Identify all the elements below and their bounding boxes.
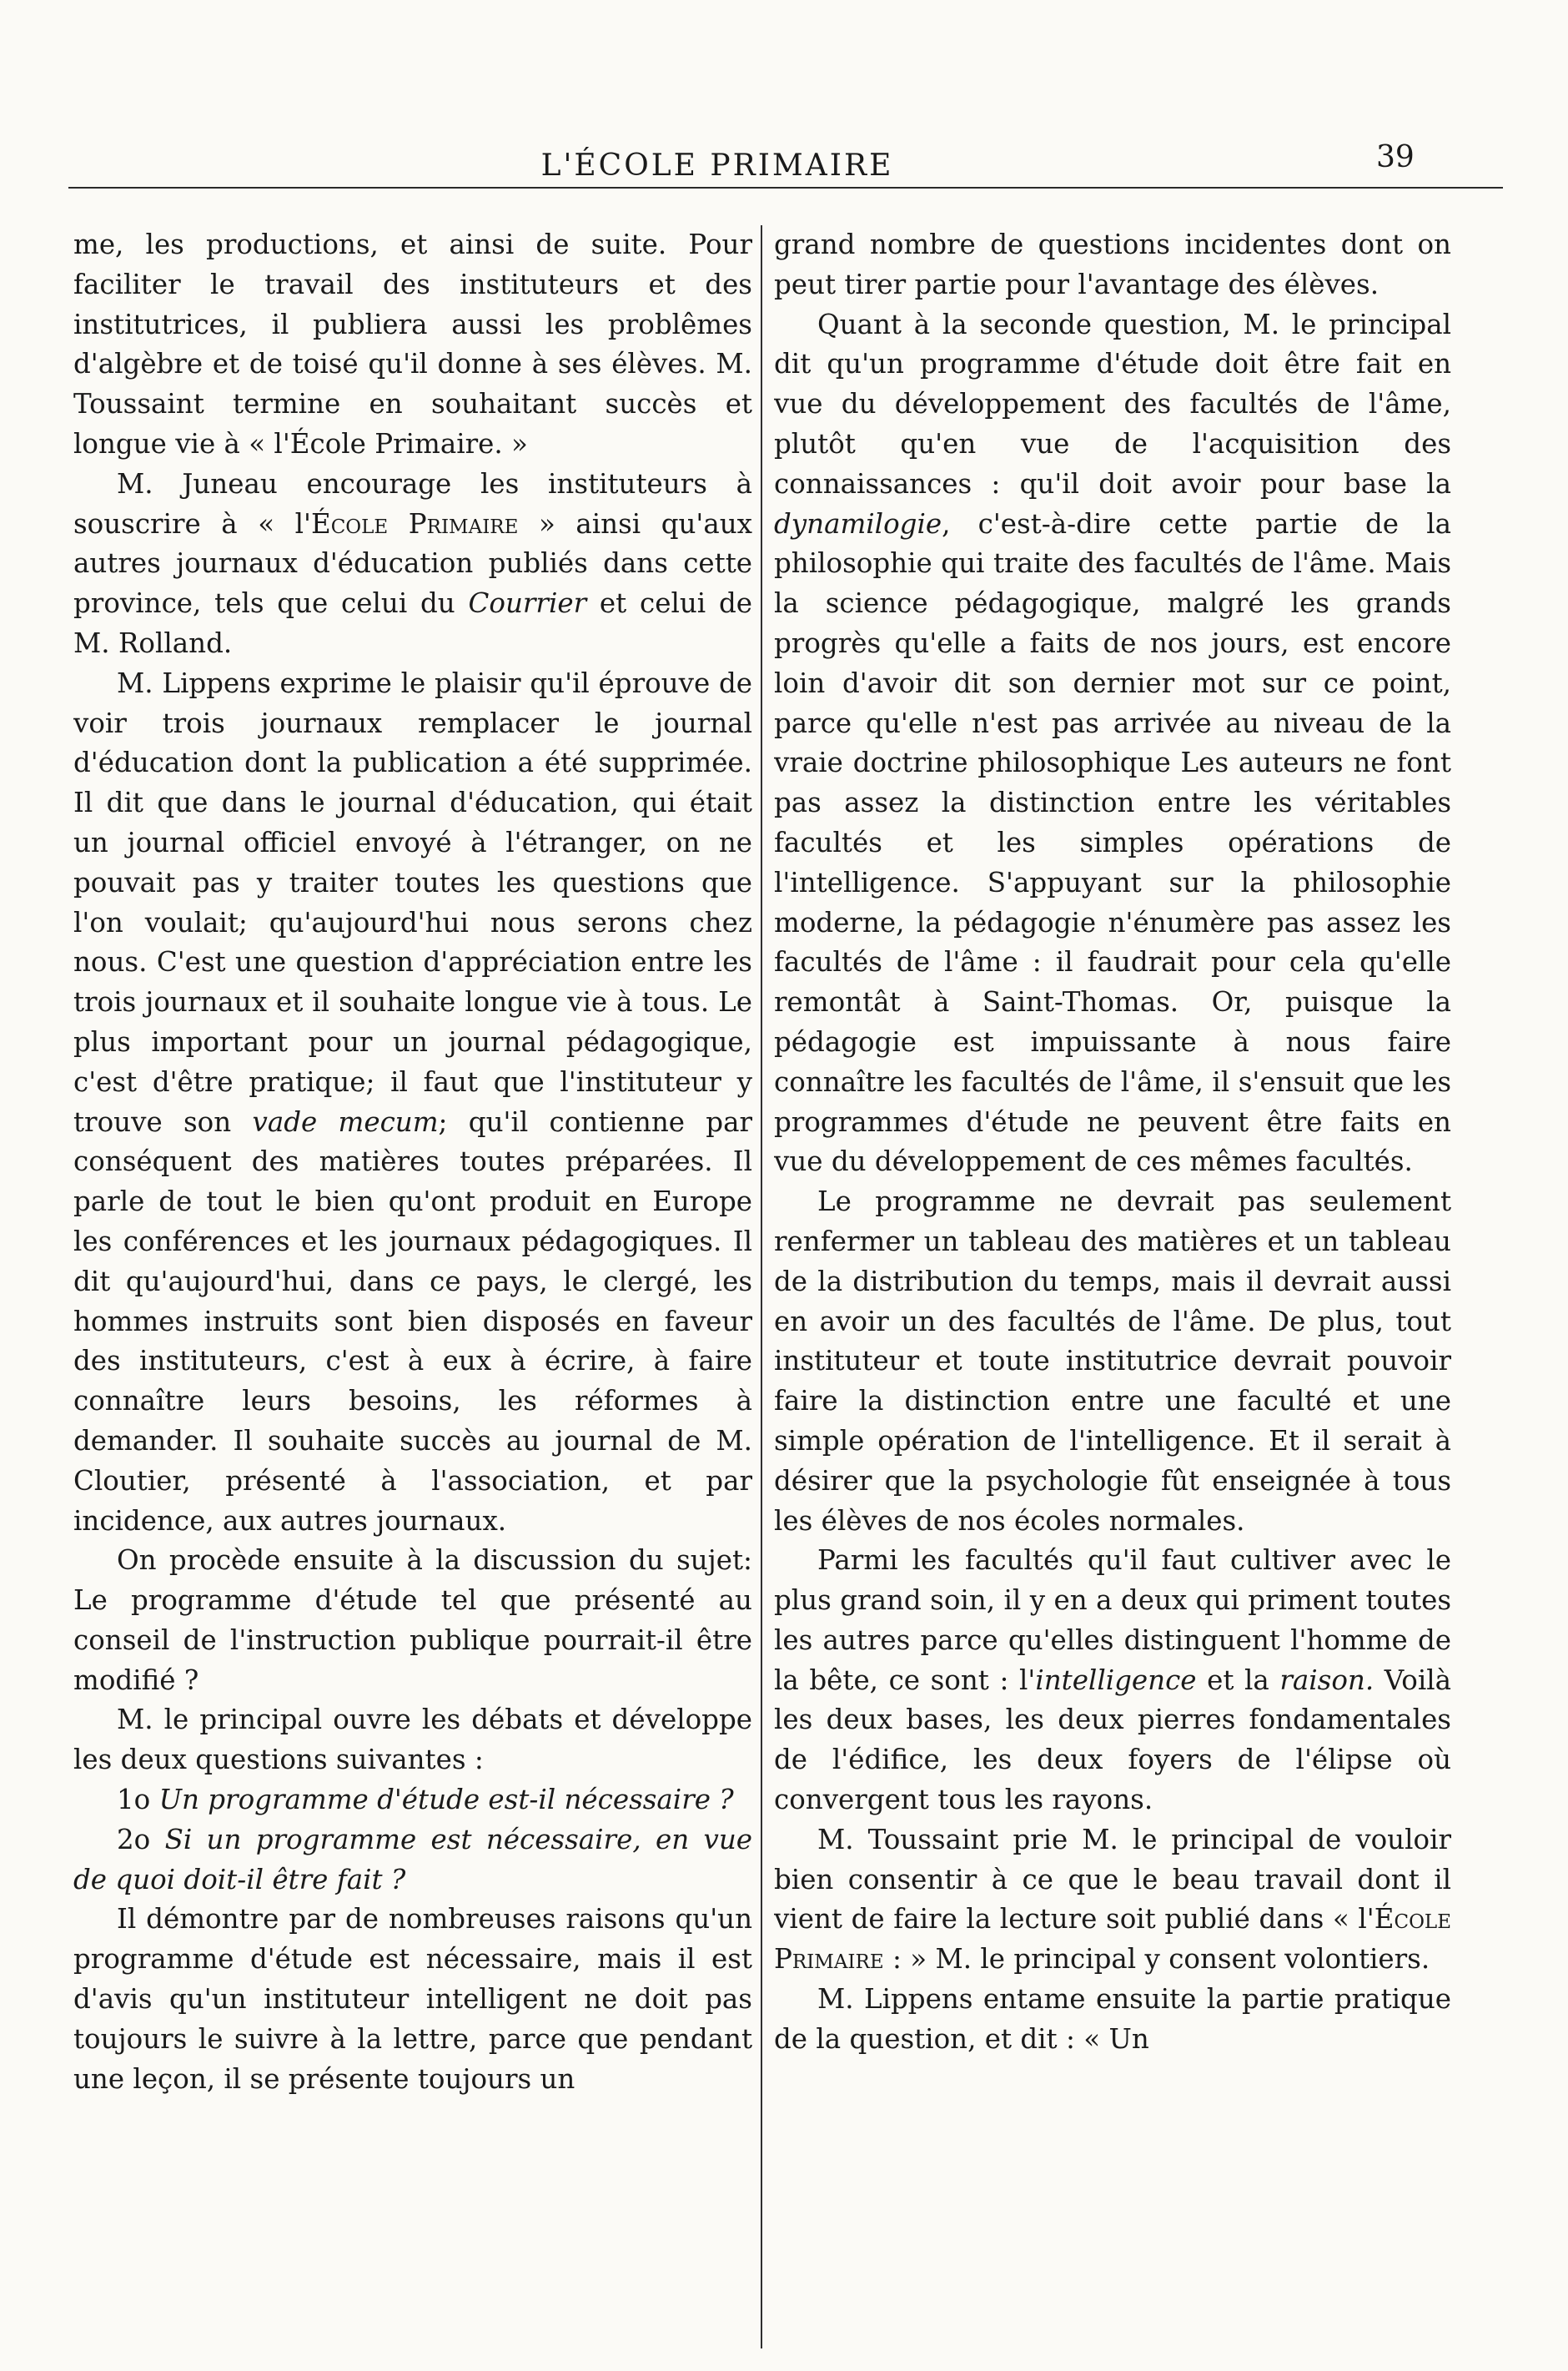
question-text: Un programme d'étude est-il nécessaire ? [158,1784,734,1816]
text-run: Voilà les deux bases, les deux pierres fondamentales de l'édifice, les deux foyers de l'élipse où convergent tous les rayons. [774,1664,1451,1816]
italic-term: dynamilogie [774,507,942,540]
journal-title-courrier: Courrier [468,587,587,620]
paragraph [774,1820,1451,1980]
question-1 [73,1780,752,1820]
journal-title: École Primaire [310,507,519,540]
italic-term: raison. [1279,1664,1375,1696]
text-run: : » M. le principal y consent volontiers. [883,1943,1430,1976]
text-run: M. Juneau encourage les instituteurs à souscrire à « l' [73,467,752,540]
paragraph: me, les productions, et ainsi de suite. Pour faciliter le travail des instituteurs et des institutrices, il publiera aussi les problêmes d'algèbre et de toisé qu'il donne à ses élèves. M. Toussaint termine en souhaitant succès et longue vie à « l'École Primaire. » [73,229,752,460]
paragraph: Le programme ne devrait pas seulement renfermer un tableau des matières et un tableau de la distribution du temps, mais il devrait aussi en avoir un des facultés de l'âme. De plus, tout instituteur et toute institutrice devrait pouvoir faire la distinction entre une faculté et une simple opération de l'intelligence. Et il serait à désirer que la psychologie fût enseignée à tous les élèves de nos écoles normales. [774,1186,1451,1537]
paragraph: M. le principal ouvre les débats et développe les deux questions suivantes : [73,1704,752,1776]
text-run: M. Toussaint prie M. le principal de vouloir bien consentir à ce que le beau travail dont il vient de faire la lecture soit publié dans « l' [774,1823,1451,1936]
paragraph [774,305,1451,1183]
paragraph [73,465,752,664]
text-run: Parmi les facultés qu'il faut cultiver avec le plus grand soin, il y en a deux qui priment toutes les autres parce qu'elles distinguent l'homme de la bête, ce sont : l' [774,1544,1451,1696]
text-run: ; qu'il contienne par conséquent des matières toutes préparées. Il parle de tout le bien qu'ont produit en Europe les conférences et les journaux pédagogiques. Il dit qu'aujourd'hui, dans ce pays, le clergé, les hommes instruits sont bien disposés en faveur des instituteurs, c'est à eux à écrire, à faire connaître leurs besoins, les réformes à demander. Il souhaite succès au journal de M. Cloutier, présenté à l'association, et par incidence, aux autres journaux. [73,1105,752,1537]
paragraph: grand nombre de questions incidentes dont on peut tirer partie pour l'avantage des élèves. [774,229,1451,300]
question-2 [73,1820,752,1900]
text-run: , c'est-à-dire cette partie de la philosophie qui traite des facultés de l'âme. Mais la science pédagogique, malgré les grands progrès qu'elle a faits de nos jours, est encore loin d'avoir dit son dernier mot sur ce point, parce qu'elle n'est pas arrivée au niveau de la vraie doctrine philosophique Les auteurs ne font pas assez la distinction entre les véritables facultés et les simples opérations de l'intelligence. S'appuyant sur la philosophie moderne, la pédagogie n'énumère pas assez les facultés de l'âme : il faudrait pour cela qu'elle remontât à Saint-Thomas. Or, puisque la pédagogie est impuissante à nous faire connaître les facultés de l'âme, il s'ensuit que les programmes d'étude ne peuvent être faits en vue du développement de ces mêmes facultés. [774,507,1451,1178]
question-number: 1o [117,1784,151,1816]
running-title: L'ÉCOLE PRIMAIRE [540,149,894,183]
left-column [73,225,752,2361]
text-run: M. Lippens exprime le plaisir qu'il éprouve de voir trois journaux remplacer le journal d'éducation dont la publication a été supprimée. Il dit que dans le journal d'éducation, qui était un journal officiel envoyé à l'étranger, on ne pouvait pas y traiter toutes les questions que l'on voulait; qu'aujourd'hui nous serons chez nous. C'est une question d'appréciation entre les trois journaux et il souhaite longue vie à tous. Le plus important pour un journal pédagogique, c'est d'être pratique; il faut que l'instituteur y trouve son [73,667,752,1138]
text-run: et celui de M. Rolland. [73,587,752,659]
text-run: et la [1196,1664,1280,1696]
paragraph: On procède ensuite à la discussion du sujet: Le programme d'étude tel que présenté au conseil de l'instruction publique pourrait-il être modifié ? [73,1544,752,1696]
question-number: 2o [117,1823,151,1855]
italic-phrase: vade mecum [252,1105,439,1138]
text-run: » ainsi qu'aux autres journaux d'éducation publiés dans cette province, tels que celui du [73,507,752,620]
column-divider [761,225,762,2348]
paragraph: Il démontre par de nombreuses raisons qu'un programme d'étude est nécessaire, mais il est d'avis qu'un instituteur intelligent ne doit pas toujours le suivre à la lettre, parce que pendant une leçon, il se présente toujours un [73,1903,752,2095]
right-column [774,225,1451,2361]
paragraph [73,664,752,1542]
text-run: Quant à la seconde question, M. le principal dit qu'un programme d'étude doit être fait en vue du développement des facultés de l'âme, plutôt qu'en vue de l'acquisition des connaissances : qu'il doit avoir pour base la [774,308,1451,500]
header-rule [68,187,1503,189]
journal-title: École Primaire [774,1903,1451,1976]
page-number: 39 [1376,140,1415,174]
paragraph [774,1541,1451,1820]
question-text: Si un programme est nécessaire, en vue de quoi doit-il être fait ? [73,1823,752,1895]
paragraph: M. Lippens entame ensuite la partie pratique de la question, et dit : « Un [774,1983,1451,2055]
italic-term: intelligence [1035,1664,1197,1696]
